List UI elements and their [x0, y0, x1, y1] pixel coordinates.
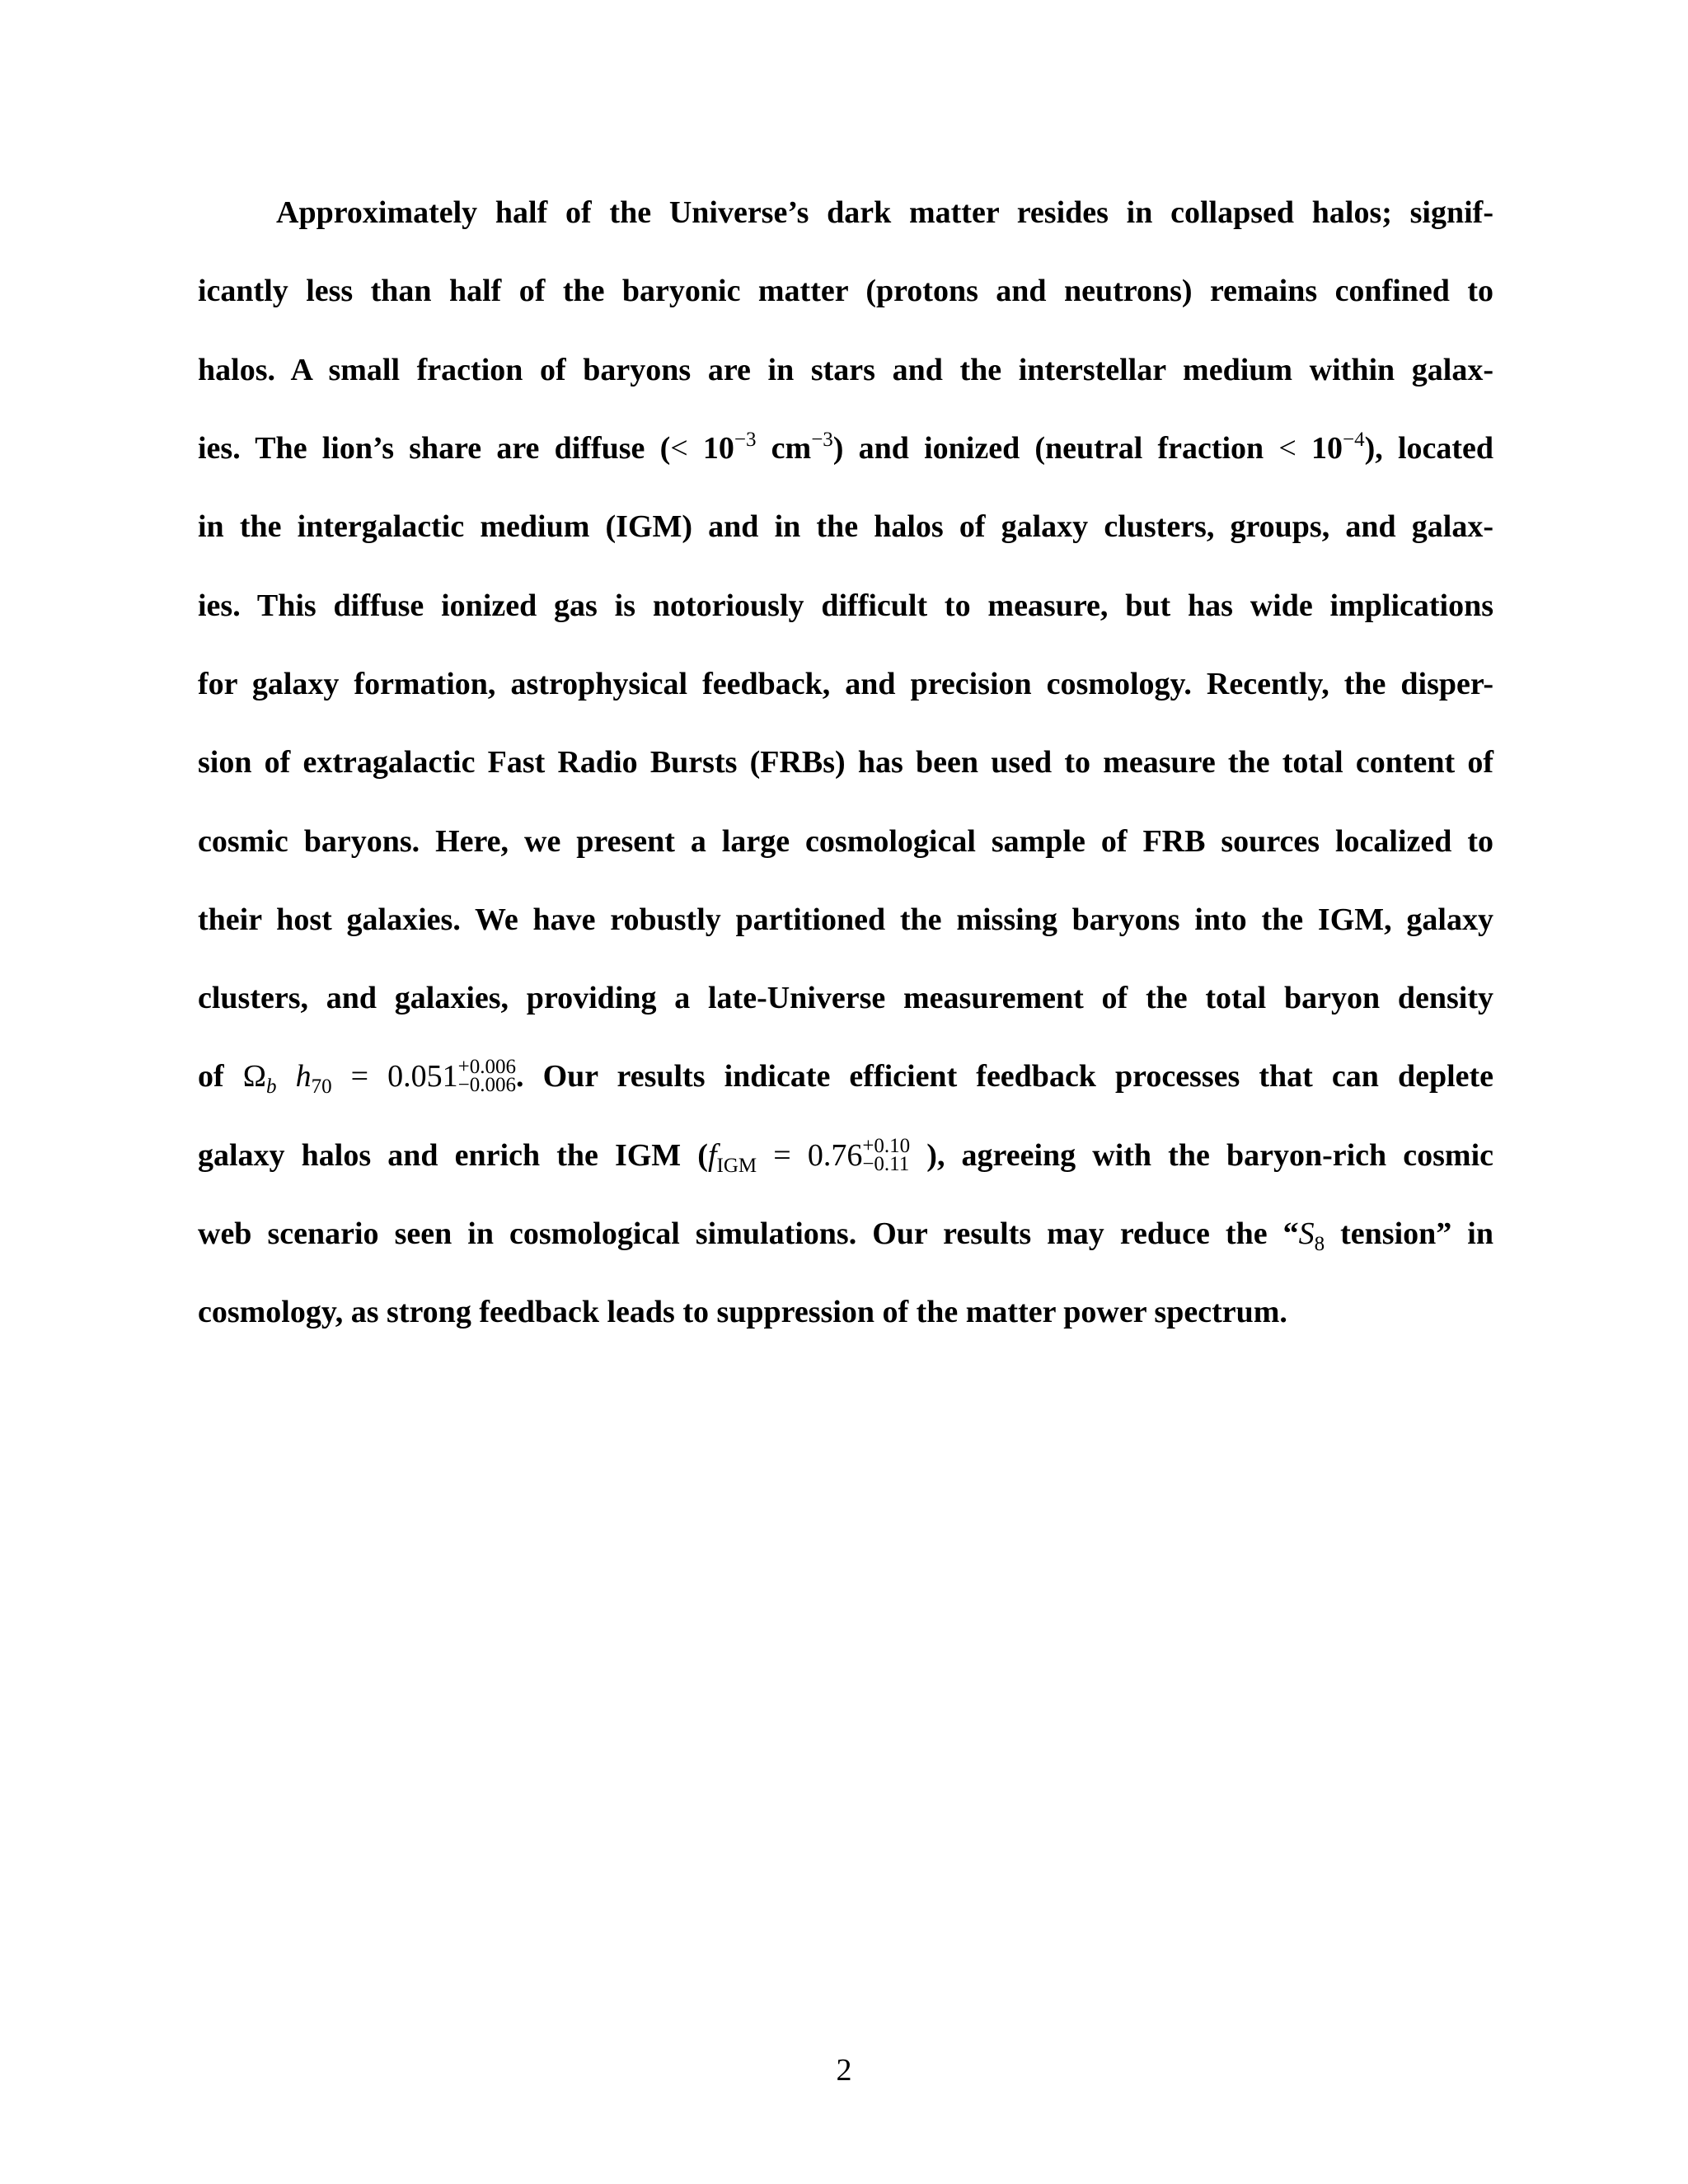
- igm-fraction-value: 0.76: [807, 1138, 863, 1173]
- density-exponent: −3: [734, 429, 757, 451]
- abstract-line-11: clusters, and galaxies, providing a late-Universe measurement of the total baryon density: [198, 981, 1493, 1015]
- line-4-text-c: cm: [756, 431, 812, 466]
- line-13-text-b: ), agreeing with the baryon-rich cosmic: [910, 1138, 1494, 1173]
- h-symbol: h: [295, 1059, 312, 1094]
- error-minus: −0.006: [457, 1074, 517, 1097]
- h-subscript: 70: [311, 1076, 332, 1098]
- equals-symbol: =: [773, 1138, 791, 1173]
- abstract-line-8: sion of extragalactic Fast Radio Bursts (FRBs) has been used to measure the total content of: [198, 745, 1493, 780]
- abstract-line-1: Approximately half of the Universe’s dark matter resides in collapsed halos; signif-: [276, 195, 1493, 230]
- line-4-text-e: 10: [1296, 431, 1343, 466]
- abstract-line-15: cosmology, as strong feedback leads to suppression of the matter power spectrum.: [198, 1295, 1287, 1329]
- line-4-text-d: ) and ionized (neutral fraction: [832, 431, 1279, 466]
- s-subscript: 8: [1314, 1233, 1325, 1255]
- less-than-symbol: <: [1278, 431, 1296, 466]
- less-than-symbol: <: [670, 431, 688, 466]
- abstract-line-10: their host galaxies. We have robustly partitioned the missing baryons into the IGM, galaxy: [198, 902, 1493, 937]
- fraction-exponent: −4: [1343, 429, 1365, 451]
- abstract-line-13: [198, 1135, 1494, 1177]
- page-number: 2: [836, 2053, 852, 2088]
- abstract-line-2: icantly less than half of the baryonic matter (protons and neutrons) remains confined to: [198, 274, 1493, 308]
- abstract-line-12: [198, 1056, 1494, 1098]
- line-14-text-a: web scenario seen in cosmological simulations. Our results may reduce the “: [198, 1216, 1299, 1251]
- line-4-text-a: ies. The lion’s share are diffuse (: [198, 431, 671, 466]
- equals-symbol: =: [350, 1059, 369, 1094]
- line-12-text-a: of: [198, 1059, 243, 1094]
- error-minus: −0.11: [862, 1153, 910, 1176]
- f-subscript: IGM: [716, 1155, 757, 1177]
- abstract-line-14: [198, 1218, 1493, 1254]
- line-14-text-b: tension” in: [1325, 1216, 1494, 1251]
- abstract-line-9: cosmic baryons. Here, we present a large cosmological sample of FRB sources localized to: [198, 824, 1493, 859]
- abstract-line-3: halos. A small fraction of baryons are in stars and the interstellar medium within galax-: [198, 353, 1493, 387]
- unit-exponent: −3: [811, 429, 833, 451]
- igm-fraction-error: [862, 1137, 910, 1174]
- abstract-line-5: in the intergalactic medium (IGM) and in the halos of galaxy clusters, groups, and galax-: [198, 509, 1493, 544]
- line-4-text-b: 10: [687, 431, 734, 466]
- error-plus: +0.006: [457, 1056, 517, 1079]
- abstract-line-6: ies. This diffuse ionized gas is notoriously difficult to measure, but has wide implications: [198, 588, 1493, 623]
- line-4-text-f: ), located: [1364, 431, 1494, 466]
- baryon-density-value: 0.051: [387, 1059, 458, 1094]
- line-13-text-a: galaxy halos and enrich the IGM (: [198, 1138, 708, 1173]
- abstract-line-7: for galaxy formation, astrophysical feedback, and precision cosmology. Recently, the disper-: [198, 667, 1493, 701]
- abstract-line-4: [198, 429, 1494, 469]
- f-symbol: f: [707, 1138, 717, 1173]
- omega-subscript: b: [265, 1076, 277, 1098]
- baryon-density-error: [457, 1056, 517, 1097]
- line-12-text-b: . Our results indicate efficient feedback processes that can deplete: [516, 1059, 1494, 1094]
- omega-symbol: Ω: [242, 1059, 266, 1094]
- error-plus: +0.10: [862, 1135, 911, 1158]
- s-symbol: S: [1298, 1216, 1315, 1251]
